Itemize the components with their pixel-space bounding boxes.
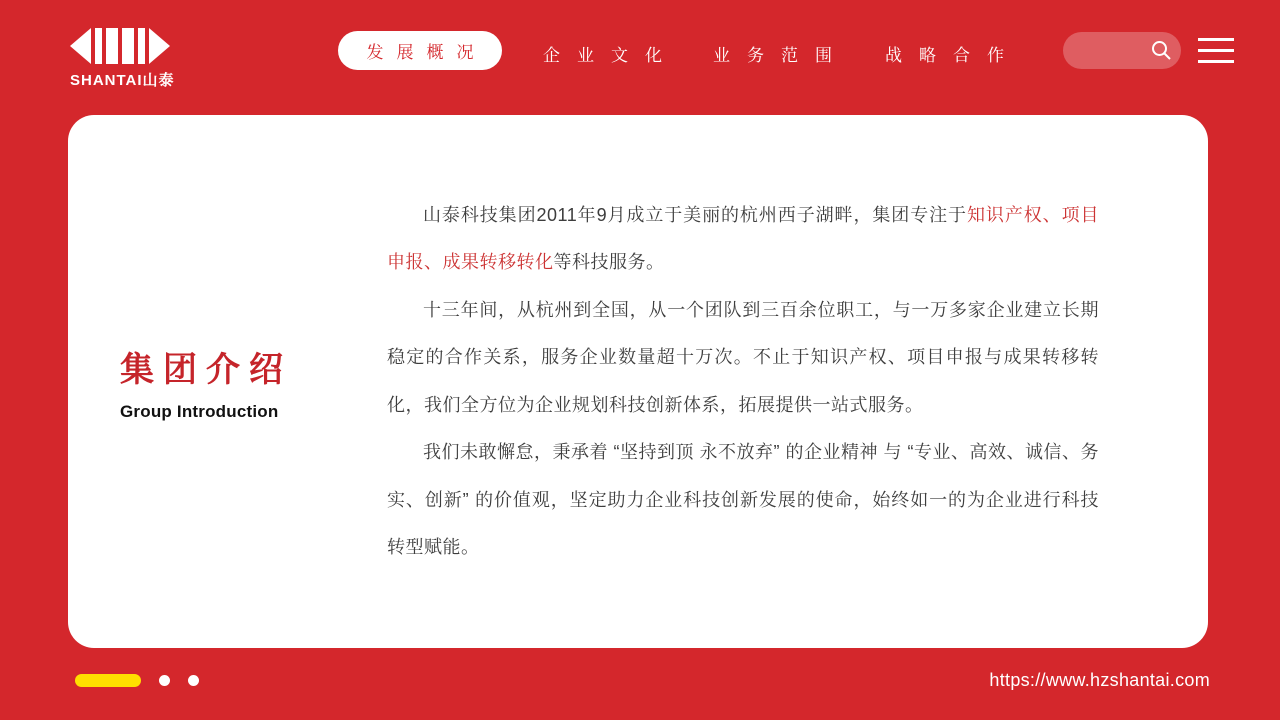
nav-item-development-overview[interactable] (338, 31, 502, 70)
body-text: 我们未敢懈怠，秉承着 “坚持到顶 永不放弃” 的企业精神 与 “专业、高效、诚信、务实、创新” 的价值观，坚定助力企业科技创新发展的使命，始终如一的为企业进行科技转型赋能。 (387, 442, 1099, 557)
logo-text: SHANTAI山泰 (70, 72, 175, 89)
section-subtitle: Group Introduction (120, 401, 279, 421)
body-text: 等科技服务。 (553, 252, 665, 272)
nav-item-strategic-cooperation[interactable]: 战略合作 (885, 46, 1021, 65)
pagination (75, 673, 199, 687)
intro-paragraphs (387, 192, 1099, 572)
logo[interactable] (70, 26, 180, 90)
hamburger-menu-icon[interactable] (1198, 38, 1234, 64)
intro-paragraph (387, 429, 1099, 572)
pagination-dot[interactable] (159, 675, 170, 686)
nav-item-corporate-culture[interactable]: 企业文化 (543, 46, 679, 65)
nav-item-business-scope[interactable]: 业务范围 (713, 46, 849, 65)
site-url: https://www.hzshantai.com (989, 670, 1210, 690)
section-heading (68, 342, 387, 422)
search-input[interactable] (1063, 32, 1181, 69)
nav-active-label: 发展概况 (366, 43, 487, 62)
intro-paragraph (387, 287, 1099, 430)
intro-paragraph (387, 192, 1099, 287)
body-text: 十三年间，从杭州到全国，从一个团队到三百余位职工，与一万多家企业建立长期稳定的合作关系，服务企业数量超十万次。不止于知识产权、项目申报与成果转移转化，我们全方位为企业规划科技创新体系，拓展提供一站式服务。 (387, 299, 1099, 415)
shantai-logo-icon (70, 26, 180, 66)
search-icon[interactable] (1151, 40, 1172, 61)
group-introduction-card (68, 115, 1208, 648)
section-title: 集团介绍 (120, 350, 292, 389)
highlighted-text: 知识产权、项目申报、成果转移转化 (387, 204, 1100, 272)
pagination-active-indicator[interactable] (75, 674, 141, 687)
body-text: 山泰科技集团2011年9月成立于美丽的杭州西子湖畔，集团专注于 (423, 204, 967, 225)
pagination-dot[interactable] (188, 675, 199, 686)
